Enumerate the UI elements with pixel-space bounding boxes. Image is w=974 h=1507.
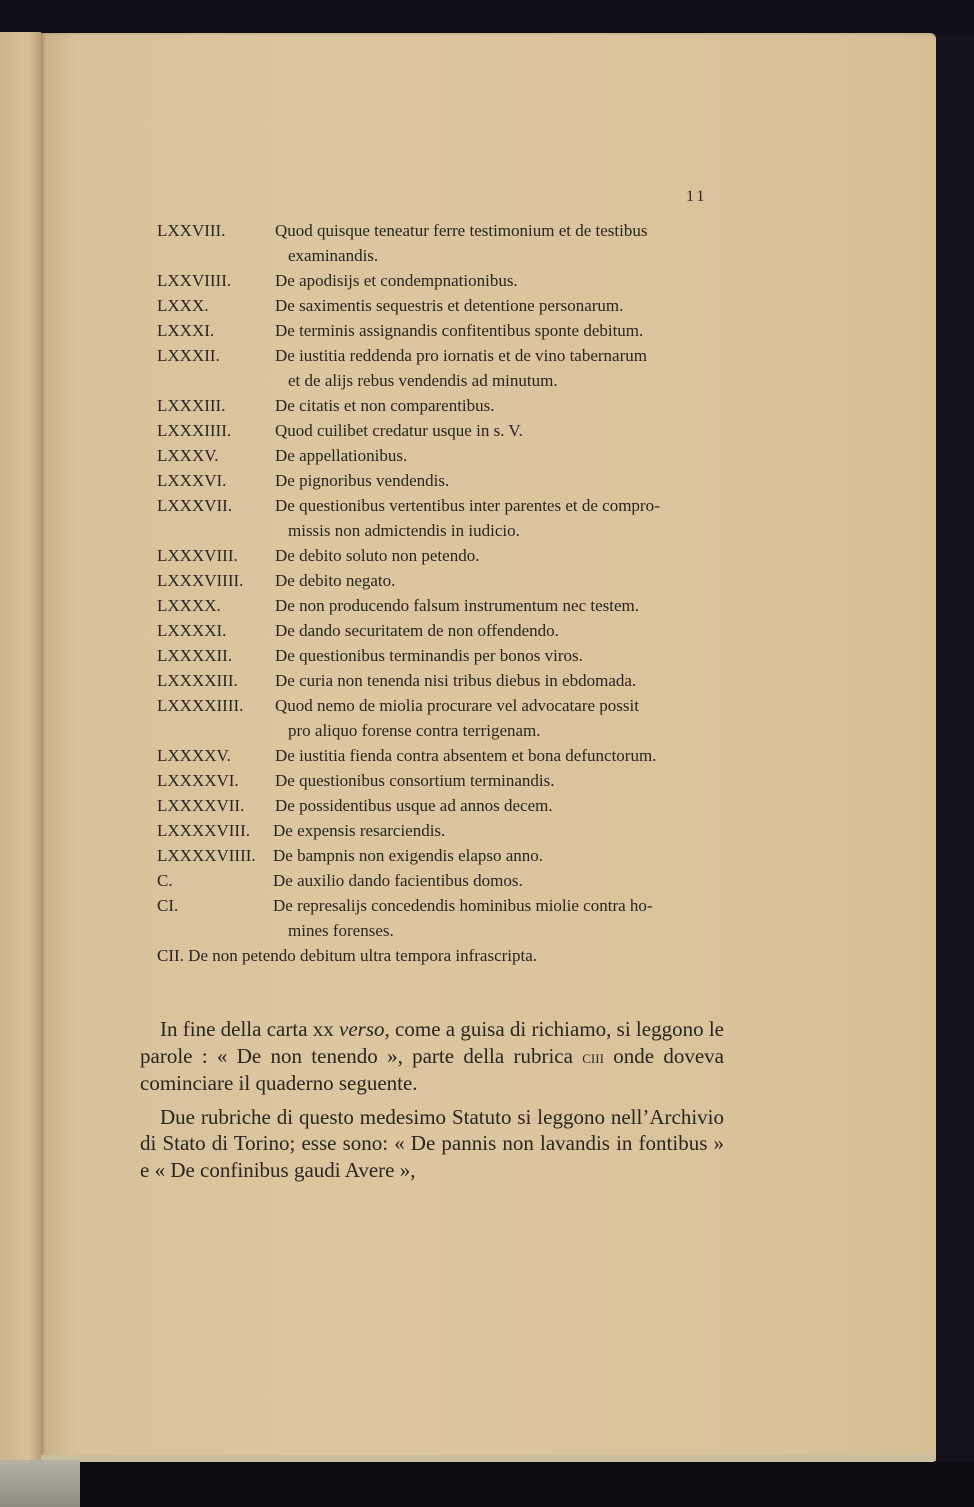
rubric-row [157, 818, 732, 843]
rubric-number: LXXXII. [157, 346, 220, 365]
rubric-number: C. [157, 871, 173, 890]
rubric-row [157, 768, 732, 793]
rubric-title: De curia non tenenda nisi tribus diebus in ebdomada. [275, 671, 637, 690]
rubric-row [157, 268, 732, 293]
paragraph-2: Due rubriche di questo medesimo Statuto si leggono nell’Archivio di Stato di Torino; esse sono: « De pannis non lavandis in fontibus » e « De confinibus gaudi Avere », [140, 1104, 724, 1182]
text-run: onde doveva cominciare il quaderno seguente. [140, 1043, 724, 1095]
rubric-number: LXXX. [157, 296, 209, 315]
rubric-title: De citatis et non comparentibus. [275, 396, 495, 415]
rubric-number: LXXXX. [157, 596, 221, 615]
rubric-title: De non petendo debitum ultra tempora infrascripta. [188, 946, 538, 965]
rubric-number: LXXXVII. [157, 496, 233, 515]
body-text [140, 1016, 724, 1190]
rubric-number: CI. [157, 896, 179, 915]
rubric-title: De questionibus terminandis per bonos viros. [275, 646, 583, 665]
rubric-row [157, 293, 732, 318]
rubric-title: De debito soluto non petendo. [275, 546, 480, 565]
rubric-number: LXXXXIIII. [157, 696, 244, 715]
rubric-title: Quod nemo de miolia procurare vel advocatare possit [275, 696, 639, 715]
rubric-row [157, 668, 732, 693]
rubric-row [157, 943, 732, 968]
rubric-title: De questionibus consortium terminandis. [275, 771, 555, 790]
rubric-title: De possidentibus usque ad annos decem. [275, 796, 553, 815]
rubric-title: De iustitia fienda contra absentem et bona defunctorum. [275, 746, 657, 765]
rubric-title: De apodisijs et condempnationibus. [275, 271, 518, 290]
rubric-row [157, 218, 732, 268]
rubric-title-continuation: mines forenses. [288, 921, 394, 940]
rubric-title: De terminis assignandis confitentibus sponte debitum. [275, 321, 644, 340]
rubric-title: Quod cuilibet credatur usque in s. V. [275, 421, 523, 440]
rubric-row [157, 618, 732, 643]
torn-paper-fragment [0, 1460, 80, 1507]
rubric-row [157, 318, 732, 343]
rubric-title: De dando securitatem de non offendendo. [275, 621, 559, 640]
rubric-number: LXXXXVI. [157, 771, 239, 790]
rubric-row [157, 443, 732, 468]
rubric-title: De saximentis sequestris et detentione personarum. [275, 296, 624, 315]
rubric-title-continuation: pro aliquo forense contra terrigenam. [288, 721, 541, 740]
rubric-number: LXXXXVII. [157, 796, 245, 815]
rubric-number: LXXXVIII. [157, 546, 238, 565]
rubric-number: LXXXIII. [157, 396, 226, 415]
rubric-title: De appellationibus. [275, 446, 408, 465]
paragraph-1 [140, 1016, 724, 1097]
rubric-number: LXXVIIII. [157, 271, 232, 290]
page-number: 11 [686, 188, 708, 205]
rubric-row [157, 418, 732, 443]
rubric-title-continuation: examinandis. [288, 246, 379, 265]
rubric-row [157, 693, 732, 743]
rubric-row [157, 393, 732, 418]
rubric-title: De questionibus vertentibus inter parentes et de compro- [275, 496, 660, 515]
rubric-row [157, 843, 732, 868]
rubric-number: CII. [157, 946, 184, 965]
rubric-row [157, 793, 732, 818]
rubric-row [157, 543, 732, 568]
rubric-number: LXXXXV. [157, 746, 231, 765]
rubric-title: De iustitia reddenda pro iornatis et de vino tabernarum [275, 346, 647, 365]
rubric-row [157, 643, 732, 668]
rubric-number: LXXXXVIII. [157, 821, 251, 840]
rubric-title: De represalijs concedendis hominibus miolie contra ho- [273, 896, 653, 915]
text-run: In fine della carta xx [160, 1017, 340, 1041]
rubric-number: LXXXXII. [157, 646, 233, 665]
rubric-title-continuation: et de alijs rebus vendendis ad minutum. [288, 371, 558, 390]
scan-background-top [0, 0, 974, 34]
text-run: , come a guisa di richiamo, si leggono le parole : « De non tenendo », parte della rubrica [140, 1017, 724, 1068]
rubric-number: LXXXVIIII. [157, 571, 244, 590]
rubric-row [157, 743, 732, 768]
scan-background-bottom [0, 1462, 974, 1507]
rubric-number: LXXXXVIIII. [157, 846, 256, 865]
rubric-number: LXXVIII. [157, 221, 226, 240]
rubric-number: LXXXVI. [157, 471, 227, 490]
rubric-row [157, 468, 732, 493]
rubric-row [157, 593, 732, 618]
rubric-row [157, 343, 732, 393]
rubric-number: LXXXI. [157, 321, 215, 340]
facing-page-edge [0, 32, 41, 1470]
rubric-title: De debito negato. [275, 571, 396, 590]
rubric-title: De non producendo falsum instrumentum nec testem. [275, 596, 639, 615]
rubric-row [157, 868, 732, 893]
rubric-number: LXXXXI. [157, 621, 227, 640]
rubric-row [157, 893, 732, 943]
rubric-list [157, 218, 732, 968]
rubric-row [157, 568, 732, 593]
rubric-title: Quod quisque teneatur ferre testimonium et de testibus [275, 221, 648, 240]
rubric-title-continuation: missis non admictendis in iudicio. [288, 521, 520, 540]
rubric-number: LXXXXIII. [157, 671, 238, 690]
rubric-row [157, 493, 732, 543]
rubric-number: LXXXV. [157, 446, 219, 465]
rubric-title: De expensis resarciendis. [273, 821, 446, 840]
rubric-title: De pignoribus vendendis. [275, 471, 450, 490]
rubric-title: De bampnis non exigendis elapso anno. [273, 846, 544, 865]
italic-text: verso [339, 1017, 385, 1041]
rubric-title: De auxilio dando facientibus domos. [273, 871, 523, 890]
rubric-number: LXXXIIII. [157, 421, 232, 440]
smallcaps-numeral: ciii [582, 1046, 604, 1067]
